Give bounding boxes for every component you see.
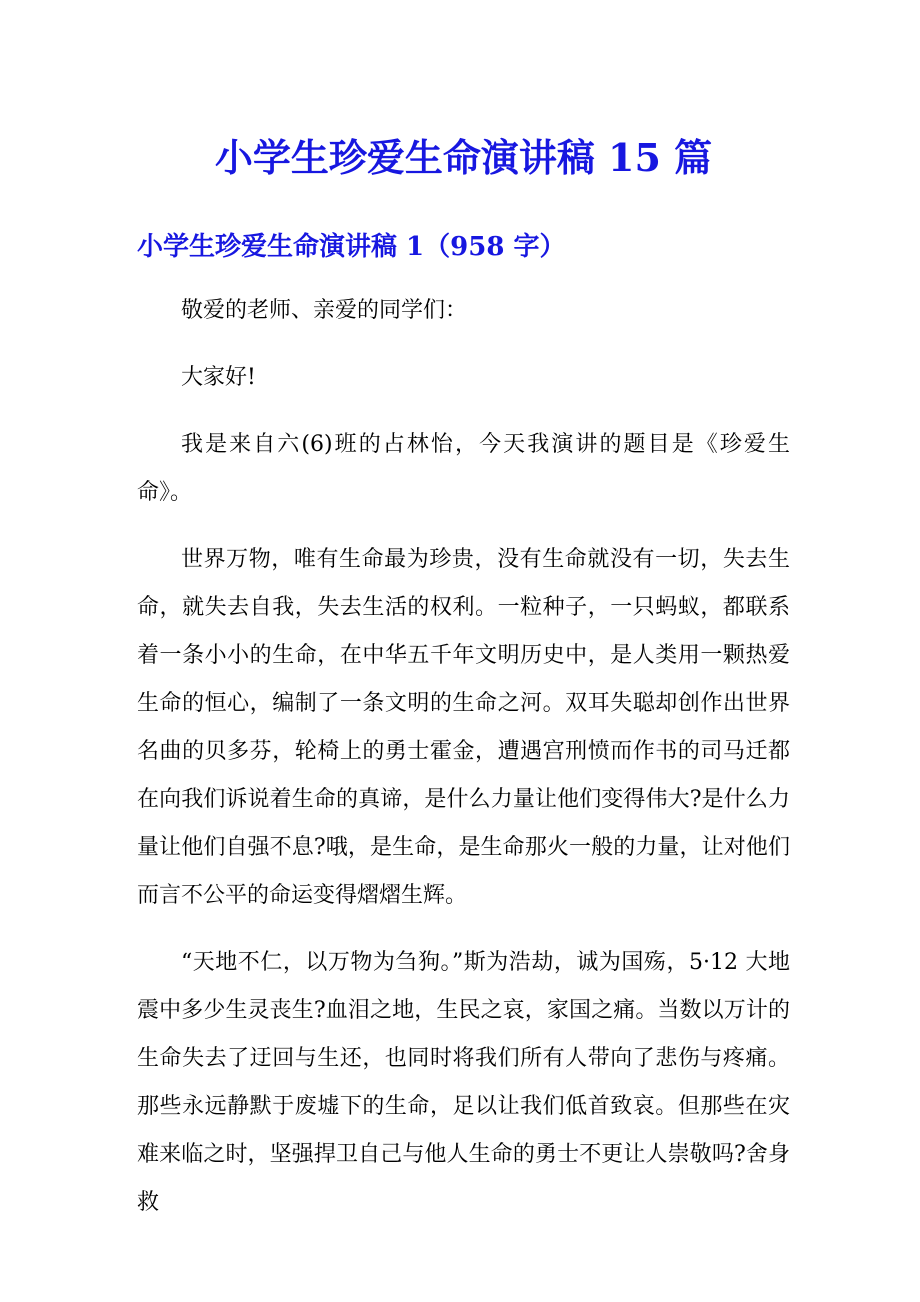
document-content: [0, 132, 920, 1227]
paragraph-greeting: 敬爱的老师、亲爱的同学们：: [181, 298, 468, 323]
paragraph-self-introduction: 我是来自六(6)班的占林怡，今天我演讲的题目是《珍爱生命》。: [137, 432, 790, 505]
paragraph-body-life-value: 世界万物，唯有生命最为珍贵，没有生命就没有一切，失去生命，就失去自我，失去生活的权利。一粒种子，一只蚂蚁，都联系着一条小小的生命，在中华五千年文明历史中，是人类用一颗热爱生命的恒心，编制了一条文明的生命之河。双耳失聪却创作出世界名曲的贝多芬，轮椅上的勇士霍金，遭遇宫刑愤而作书的司马迁都在向我们诉说着生命的真谛，是什么力量让他们变得伟大?是什么力量让他们自强不息?哦，是生命，是生命那火一般的力量，让对他们而言不公平的命运变得熠熠生辉。: [137, 547, 790, 908]
document-body: [137, 287, 790, 1227]
document-title: 小学生珍爱生命演讲稿 15 篇: [214, 135, 713, 180]
section-heading: 小学生珍爱生命演讲稿 1（958 字）: [137, 232, 566, 262]
paragraph-hello: 大家好!: [181, 365, 256, 390]
paragraph-body-earthquake: “天地不仁，以万物为刍狗。”斯为浩劫，诚为国殇，5·12 大地震中多少生灵丧生?血泪之地，生民之哀，家国之痛。当数以万计的生命失去了迂回与生还，也同时将我们所有人带向了悲伤与疼痛。那些永远静默于废墟下的生命，足以让我们低首致哀。但那些在灾难来临之时，坚强捍卫自己与他人生命的勇士不更让人崇敬吗?舍身救: [137, 950, 790, 1215]
